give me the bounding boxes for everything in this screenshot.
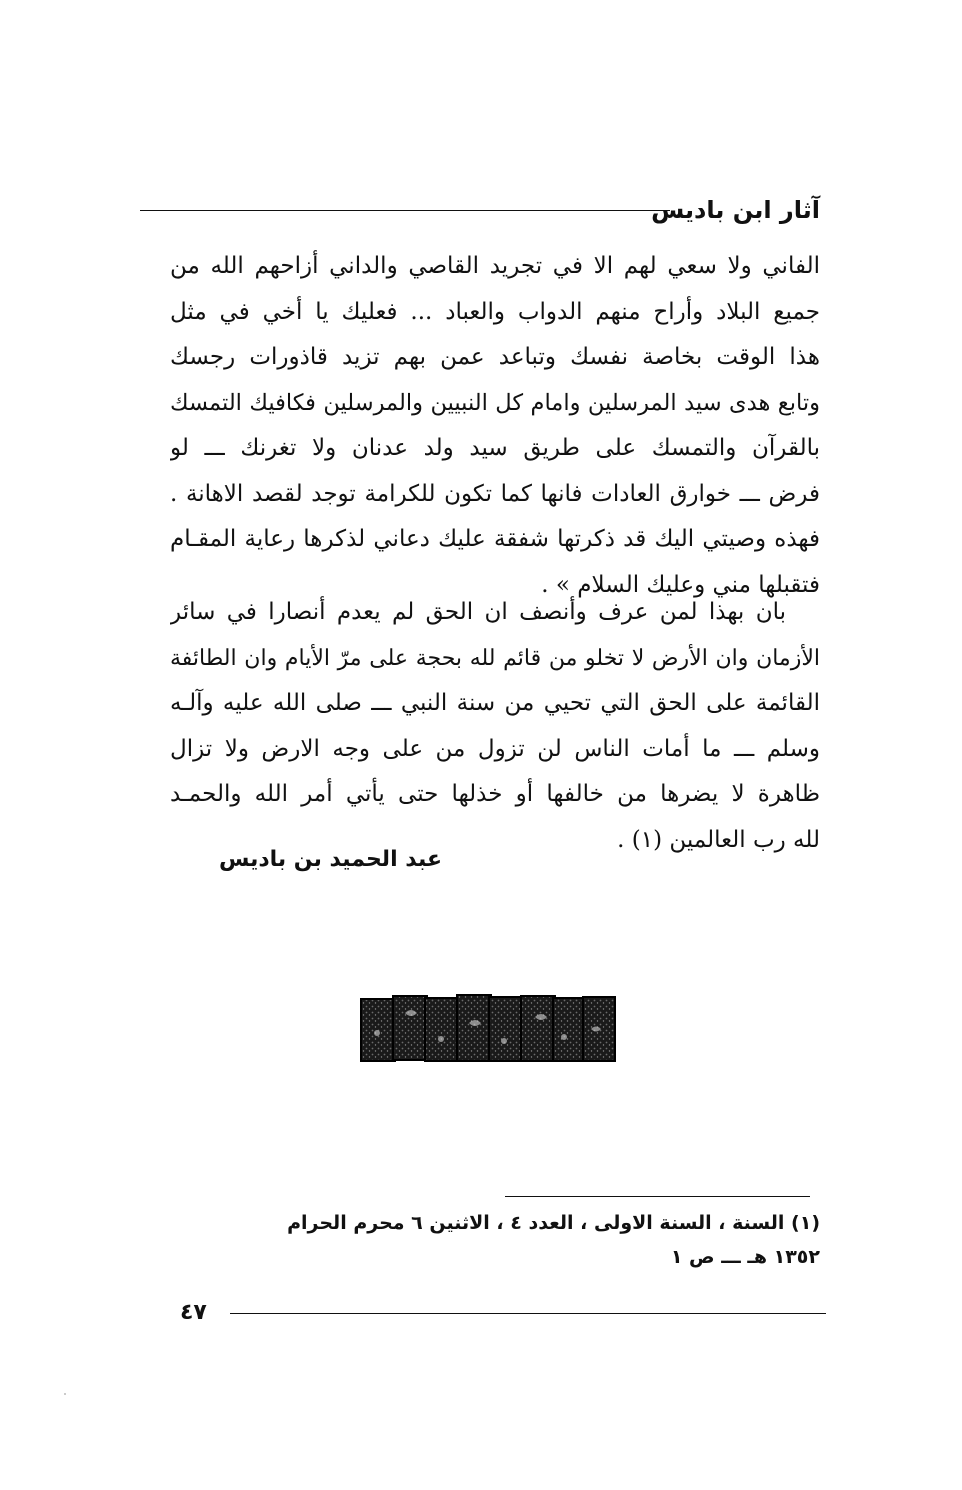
- author-signature: عبد الحميد بن باديس: [218, 847, 442, 872]
- footnote-line: ١٣٥٢ هـ ـــ ص ١: [670, 1246, 820, 1268]
- text-line: جميع البلاد وأراح منهم الدواب والعباد ... فعليك يا أخي في مثل: [170, 298, 820, 325]
- text-line: بان بهذا لمن عرف وأنصف ان الحق لم يعدم أنصارا في سائر: [170, 599, 786, 625]
- footnote: [180, 1206, 820, 1274]
- text-line: الأزمان وان الأرض لا تخلو من قائم لله بحجة على مرّ الأيام وان الطائفة: [170, 645, 820, 671]
- text-line: فرض ـــ خوارق العادات فانها كما تكون للكرامة توجد لقصد الاهانة .: [170, 480, 820, 507]
- page-footer: [180, 1296, 826, 1332]
- ornament-blocks: [361, 995, 615, 1061]
- running-head-rule: [140, 210, 670, 211]
- page-number: ٤٧: [180, 1300, 207, 1325]
- text-line: وتابع هدى سيد المرسلين وامام كل النبيين والمرسلين فكافيك التمسك: [170, 389, 820, 416]
- text-line: الفاني ولا سعي لهم الا في تجريد القاصي والداني أزاحهم الله من: [170, 253, 820, 279]
- running-head-title: آثار ابن باديس: [651, 196, 820, 224]
- text-line: بالقرآن والتمسك على طريق سيد ولد عدنان ولا تغرنك ـــ لو: [170, 435, 820, 461]
- text-line: هذا الوقت بخاصة نفسك وتباعد عمن بهم تزيد قاذورات رجسك: [170, 344, 820, 370]
- text-line: ظاهرة لا يضرها من خالفها أو خذلها حتى يأتي أمر الله والحمـد: [170, 781, 820, 807]
- scan-speck: [64, 1393, 66, 1395]
- text-line: القائمة على الحق التي تحيي من سنة النبي ـــ صلى الله عليه وآلـه: [170, 690, 820, 716]
- footnote-rule: [505, 1196, 810, 1197]
- text-line: فتقبلها مني وعليك السلام » .: [541, 571, 820, 598]
- footer-rule: [230, 1313, 826, 1314]
- text-line: وسلم ـــ ما أمات الناس لن تزول من على وجه الارض ولا تزال: [170, 735, 820, 762]
- text-line: فهذه وصيتي اليك قد ذكرتها شفقة عليك دعاني لذكرها رعاية المقـام: [170, 526, 820, 552]
- footnote-line: (١) السنة ، السنة الاولى ، العدد ٤ ، الاثنين ٦ محرم الحرام: [287, 1212, 820, 1234]
- text-line: لله رب العالمين (١) .: [617, 826, 820, 853]
- ornament-divider: [359, 993, 617, 1065]
- paragraph-2: [170, 590, 820, 863]
- running-head: [140, 194, 820, 230]
- paragraph-1: [170, 244, 820, 608]
